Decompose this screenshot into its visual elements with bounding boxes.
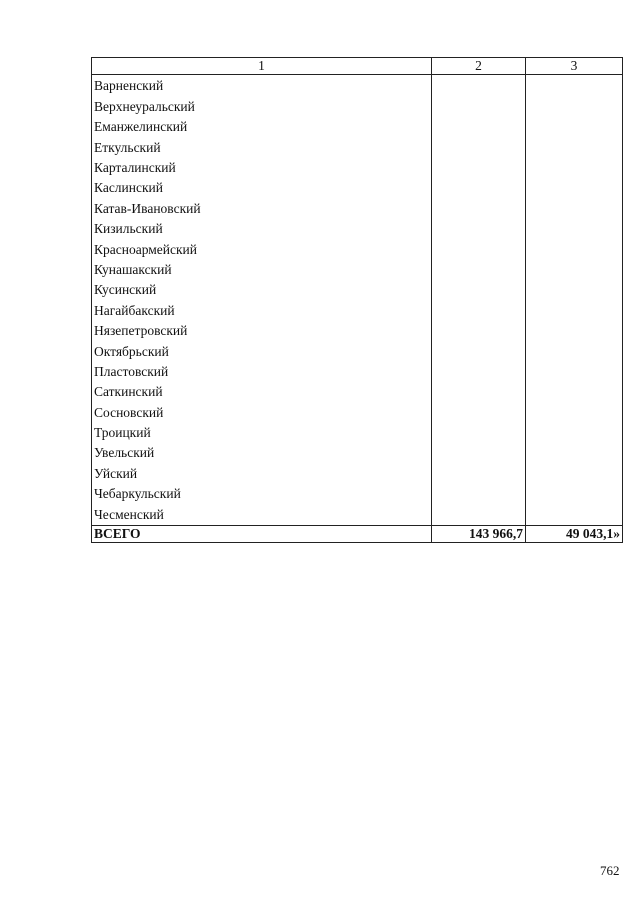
district-name: Уйский	[92, 463, 432, 483]
value-cell-3	[526, 280, 623, 300]
district-name: Кизильский	[92, 219, 432, 239]
district-name: Троицкий	[92, 423, 432, 443]
value-cell-2	[432, 321, 526, 341]
value-cell-3	[526, 484, 623, 504]
district-name: Каслинский	[92, 178, 432, 198]
district-name: Пластовский	[92, 361, 432, 381]
district-name: Нязепетровский	[92, 321, 432, 341]
value-cell-3	[526, 178, 623, 198]
value-cell-2	[432, 484, 526, 504]
district-name: Саткинский	[92, 382, 432, 402]
value-cell-3	[526, 198, 623, 218]
value-cell-2	[432, 75, 526, 97]
value-cell-2	[432, 239, 526, 259]
table-row	[92, 463, 623, 483]
district-name: Красноармейский	[92, 239, 432, 259]
district-name: Еманжелинский	[92, 117, 432, 137]
table-row	[92, 117, 623, 137]
table-row	[92, 96, 623, 116]
value-cell-3	[526, 96, 623, 116]
district-name: Карталинский	[92, 158, 432, 178]
value-cell-3	[526, 402, 623, 422]
table-row	[92, 75, 623, 97]
column-header-1: 1	[92, 58, 432, 75]
value-cell-2	[432, 423, 526, 443]
value-cell-3	[526, 260, 623, 280]
table-row	[92, 484, 623, 504]
value-cell-2	[432, 219, 526, 239]
table-row	[92, 382, 623, 402]
table-row	[92, 321, 623, 341]
table-row	[92, 158, 623, 178]
value-cell-2	[432, 341, 526, 361]
value-cell-3	[526, 239, 623, 259]
value-cell-2	[432, 178, 526, 198]
district-name: Чесменский	[92, 504, 432, 525]
value-cell-2	[432, 280, 526, 300]
district-name: Верхнеуральский	[92, 96, 432, 116]
value-cell-2	[432, 402, 526, 422]
table-row	[92, 443, 623, 463]
value-cell-2	[432, 158, 526, 178]
page-number: 762	[600, 863, 620, 878]
value-cell-3	[526, 361, 623, 381]
value-cell-3	[526, 219, 623, 239]
total-value-col2: 143 966,7	[432, 525, 526, 542]
value-cell-2	[432, 117, 526, 137]
total-row	[92, 525, 623, 542]
table-row	[92, 341, 623, 361]
value-cell-2	[432, 382, 526, 402]
table-row	[92, 198, 623, 218]
table-row	[92, 402, 623, 422]
value-cell-2	[432, 96, 526, 116]
table-row	[92, 219, 623, 239]
table-row	[92, 504, 623, 525]
district-name: Катав-Ивановский	[92, 198, 432, 218]
value-cell-2	[432, 463, 526, 483]
value-cell-3	[526, 300, 623, 320]
value-cell-3	[526, 443, 623, 463]
header-row	[92, 58, 623, 75]
value-cell-2	[432, 361, 526, 381]
value-cell-3	[526, 137, 623, 157]
value-cell-2	[432, 300, 526, 320]
value-cell-3	[526, 158, 623, 178]
table-row	[92, 260, 623, 280]
district-name: Варненский	[92, 75, 432, 97]
district-name: Октябрьский	[92, 341, 432, 361]
district-name: Кусинский	[92, 280, 432, 300]
value-cell-3	[526, 321, 623, 341]
value-cell-3	[526, 423, 623, 443]
table-row	[92, 178, 623, 198]
total-label: ВСЕГО	[92, 525, 432, 542]
column-header-2: 2	[432, 58, 526, 75]
table-row	[92, 361, 623, 381]
district-name: Сосновский	[92, 402, 432, 422]
table-row	[92, 280, 623, 300]
value-cell-2	[432, 137, 526, 157]
district-name: Увельский	[92, 443, 432, 463]
value-cell-2	[432, 443, 526, 463]
district-name: Чебаркульский	[92, 484, 432, 504]
value-cell-3	[526, 463, 623, 483]
district-name: Еткульский	[92, 137, 432, 157]
value-cell-2	[432, 198, 526, 218]
value-cell-3	[526, 75, 623, 97]
district-name: Кунашакский	[92, 260, 432, 280]
table-row	[92, 300, 623, 320]
district-name: Нагайбакский	[92, 300, 432, 320]
value-cell-3	[526, 382, 623, 402]
data-table	[91, 57, 623, 543]
value-cell-3	[526, 117, 623, 137]
value-cell-2	[432, 260, 526, 280]
table-row	[92, 423, 623, 443]
value-cell-3	[526, 504, 623, 525]
table-row	[92, 137, 623, 157]
value-cell-3	[526, 341, 623, 361]
column-header-3: 3	[526, 58, 623, 75]
value-cell-2	[432, 504, 526, 525]
table-row	[92, 239, 623, 259]
total-value-col3: 49 043,1»	[526, 525, 623, 542]
